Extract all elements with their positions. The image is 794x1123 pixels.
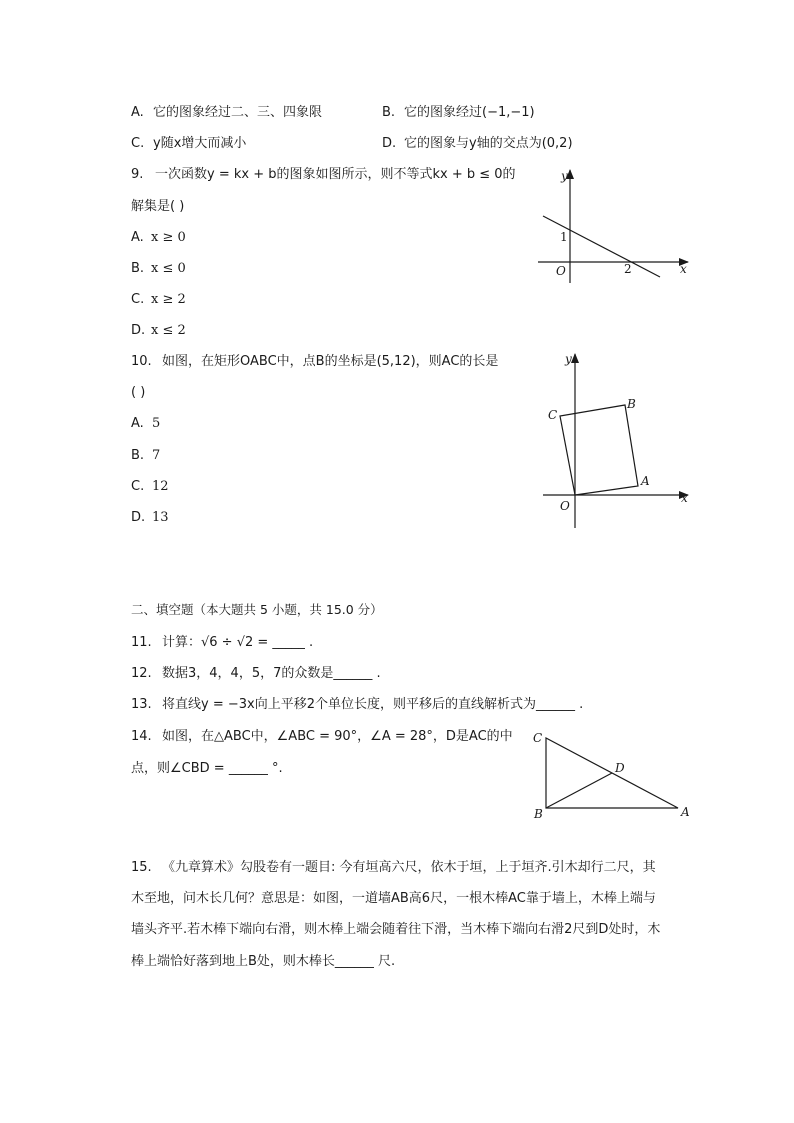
q9-stem-line2: 解集是( )	[131, 199, 185, 214]
q10-c-label: C	[548, 408, 558, 422]
q14-d-label: D	[615, 761, 625, 775]
q10-b-label: B	[627, 397, 636, 411]
q14-number: 14.	[131, 729, 152, 744]
q10-option-b-text: 7	[152, 448, 161, 463]
q9-option-b-letter: B.	[131, 261, 145, 276]
q10-stem-line1: 如图，在矩形OABC中，点B的坐标是(5,12)，则AC的长是	[162, 354, 499, 369]
section-2-heading: 二、填空题（本大题共 5 小题，共 15.0 分）	[131, 602, 383, 617]
q9-x-intercept-label: 2	[624, 262, 632, 276]
q8-option-b-text: 它的图象经过(−1,−1)	[404, 105, 535, 120]
q10-y-label: y	[565, 352, 572, 366]
q12-number: 12.	[131, 666, 152, 681]
q13-text: 将直线y = −3x向上平移2个单位长度，则平移后的直线解析式为______ .	[162, 697, 584, 712]
q15-line2: 木至地，问木长几何？意思是：如图，一道墙AB高6尺，一根木棒AC靠于墙上，木棒上端与	[131, 891, 656, 906]
q15-line4: 棒上端恰好落到地上B处，则木棒长______ 尺.	[131, 954, 396, 969]
q9-option-a-letter: A.	[131, 230, 144, 245]
q15-line1: 《九章算术》勾股卷有一题目: 今有垣高六尺，依木于垣，上于垣齐.引木却行二尺，其	[162, 860, 656, 875]
q9-option-a-text: x ≥ 0	[151, 230, 186, 245]
q9-origin-label: O	[556, 264, 566, 278]
q8-option-a-letter: A.	[131, 105, 144, 120]
q8-option-d-text: 它的图象与y轴的交点为(0,2)	[404, 136, 573, 151]
q9-stem-line1: 一次函数y = kx + b的图象如图所示，则不等式kx + b ≤ 0的	[155, 167, 516, 182]
q10-option-a-text: 5	[152, 416, 161, 431]
q10-option-a-letter: A.	[131, 416, 144, 431]
q8-option-c-letter: C.	[131, 136, 145, 151]
q14-a-label: A	[681, 805, 690, 819]
q15-line3: 墙头齐平.若木棒下端向右滑，则木棒上端会随着往下滑，当木棒下端向右滑2尺到D处时，木	[131, 922, 661, 937]
q10-option-d-text: 13	[152, 510, 169, 525]
q9-option-c-text: x ≥ 2	[151, 292, 186, 307]
q10-a-label: A	[641, 474, 650, 488]
q9-y-label: y	[561, 169, 568, 183]
q15-number: 15.	[131, 860, 152, 875]
q8-option-d-letter: D.	[382, 136, 397, 151]
q9-option-b-text: x ≤ 0	[151, 261, 186, 276]
q14-b-label: B	[534, 807, 543, 821]
q13-number: 13.	[131, 697, 152, 712]
q9-option-d-text: x ≤ 2	[151, 323, 186, 338]
q10-option-b-letter: B.	[131, 448, 145, 463]
q11-number: 11.	[131, 635, 152, 650]
q10-o-label: O	[560, 499, 570, 513]
q9-y-intercept-label: 1	[560, 230, 568, 244]
q11-text: 计算：√6 ÷ √2 = _____ .	[162, 635, 314, 650]
q10-option-c-letter: C.	[131, 479, 145, 494]
q9-option-c-letter: C.	[131, 292, 145, 307]
q10-number: 10.	[131, 354, 152, 369]
q14-c-label: C	[533, 731, 543, 745]
q14-median-bd	[546, 773, 612, 808]
q8-option-b-letter: B.	[382, 105, 396, 120]
q9-number: 9.	[131, 167, 144, 182]
q14-line2: 点，则∠CBD = ______ °.	[131, 761, 283, 776]
q8-option-c-text: y随x增大而减小	[153, 136, 247, 151]
q14-line1: 如图，在△ABC中，∠ABC = 90°，∠A = 28°，D是AC的中	[162, 729, 513, 744]
q8-option-a-text: 它的图象经过二、三、四象限	[153, 105, 323, 120]
q10-stem-line2: ( )	[131, 385, 146, 400]
q12-text: 数据3，4，4，5，7的众数是______ .	[162, 666, 381, 681]
q9-x-label: x	[680, 262, 687, 276]
q10-x-label: x	[681, 491, 688, 505]
q10-option-c-text: 12	[152, 479, 169, 494]
q9-option-d-letter: D.	[131, 323, 146, 338]
q10-option-d-letter: D.	[131, 510, 146, 525]
